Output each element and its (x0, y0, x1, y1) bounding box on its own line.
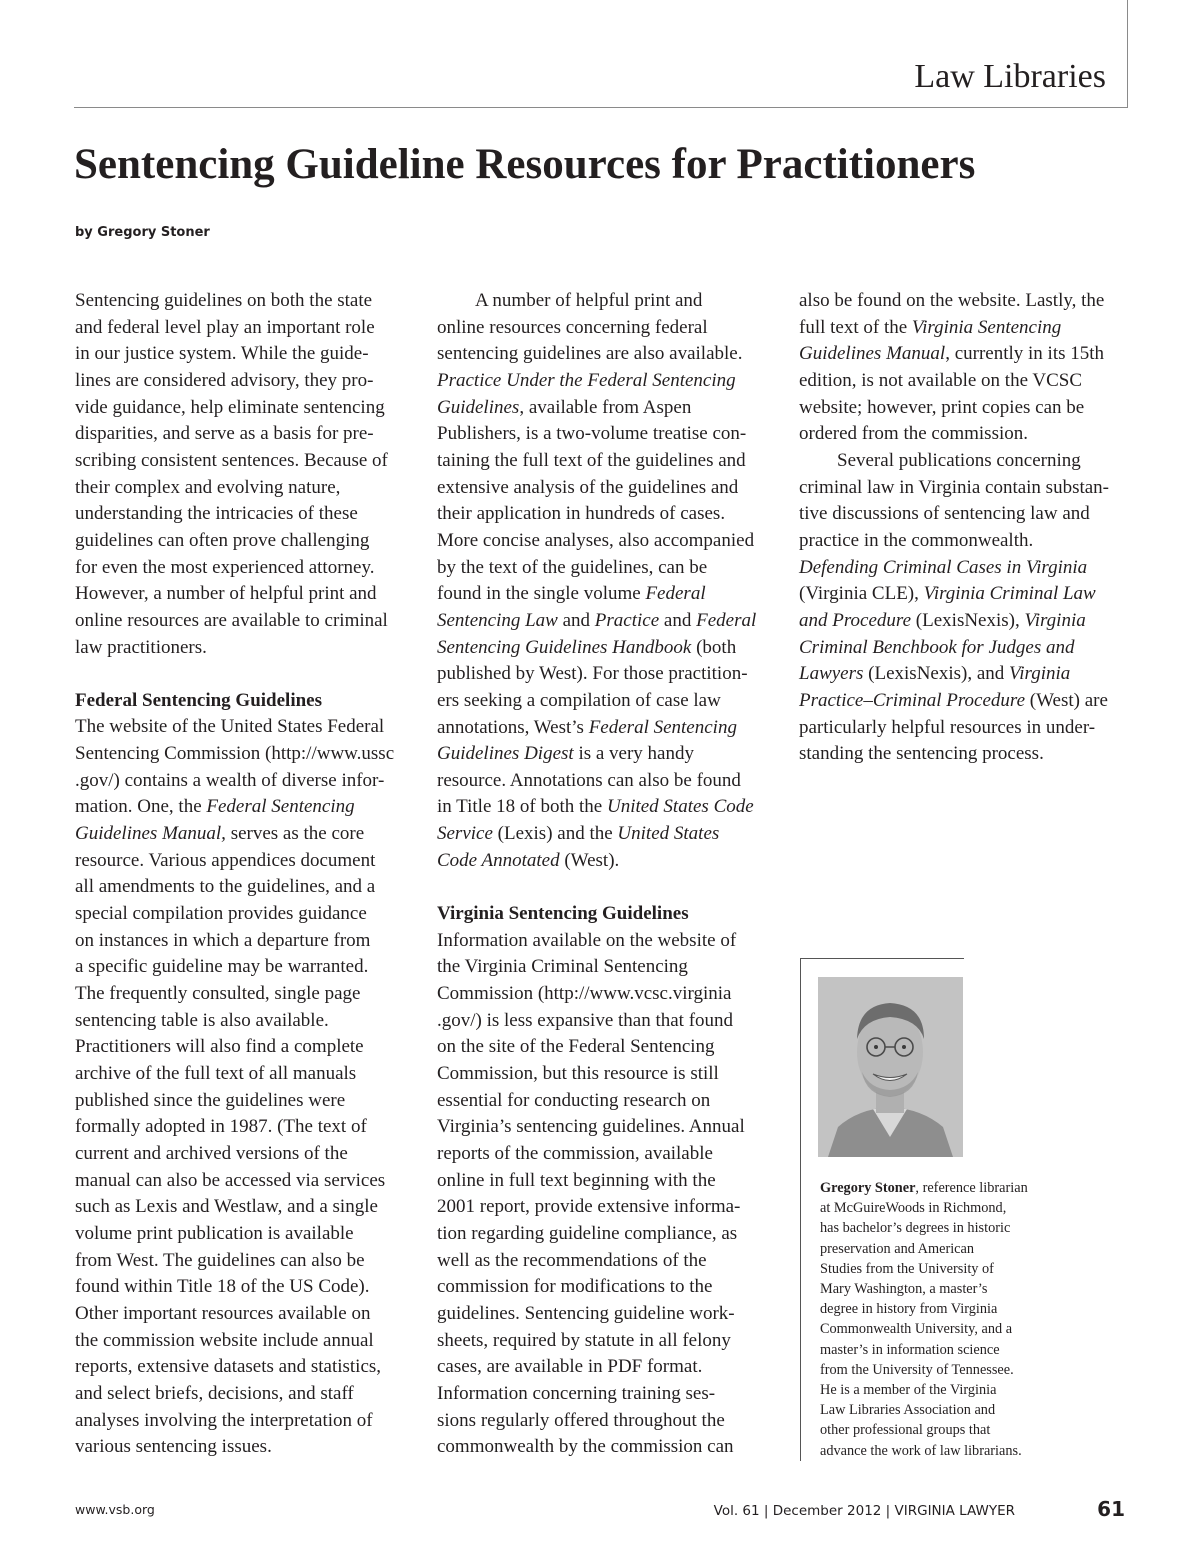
article-title: Sentencing Guideline Resources for Practitioners (74, 141, 976, 188)
intro-paragraph: Sentencing guidelines on both the state and federal level play an important role in our justice system. While the guide- lines are considered advisory, they pro- vide guidance, help eliminate sentencing disparities, and serve as a basis for pre- scribing consistent sentences. Because of their complex and evolving nature, understanding the intricacies of these guidelines can often prove challenging for even the most experienced attorney. However, a number of helpful print and online resources are available to criminal law practitioners. (75, 290, 388, 658)
federal-print-resources-paragraph: A number of helpful print and online resources concerning federal sentencing guidelines are also available. Practice Under the Federal Sentencing Guidelines, available from Aspen Publishers, is a two-volume treatise con- taining the full text of the guidelines and extensive analysis of the guidelines and their application in hundreds of cases. More concise analyses, also accompanied by the text of the guidelines, can be found in the single volume Federal Sentencing Law and Practice and Federal Sentencing Guidelines Handbook (both published by West). For those practition- ers seeking a compilation of case law annotations, West’s Federal Sentencing Guidelines Digest is a very handy resource. Annotations can also be found in Title 18 of both the United States Code Service (Lexis) and the United States Code Annotated (West). (437, 290, 757, 871)
column-3 (799, 288, 1129, 768)
author-bio: Gregory Stoner, reference librarian at McGuireWoods in Richmond, has bachelor’s degrees in historic preservation and American Studies from the University of Mary Washington, a master’s degree in history from Virginia Commonwealth University, and a master’s in information science from the University of Tennessee. He is a member of the Virginia Law Libraries Association and other professional groups that advance the work of law librarians. (820, 1180, 1028, 1459)
federal-guidelines-heading: Federal Sentencing Guidelines (75, 689, 322, 711)
byline: by Gregory Stoner (75, 225, 210, 240)
header-vertical-rule (1127, 0, 1128, 108)
page-number: 61 (1097, 1497, 1125, 1521)
virginia-guidelines-paragraph: Information available on the website of the Virginia Criminal Sentencing Commission (http://www.vcsc.virginia .gov/) is less expansive than that found on the site of the Federal Sentencing Commission, but this resource is still essential for conducting research on Virginia’s sentencing guidelines. Annual reports of the commission, available online in full text beginning with the 2001 report, provide extensive informa- tion regarding guideline compliance, as well as the recommendations of the commission for modifications to the guidelines. Sentencing guideline work- sheets, required by statute in all felony cases, are available in PDF format. Information concerning training ses- sions regularly offered throughout the commonwealth by the commission can (437, 929, 745, 1458)
footer-issue-info: Vol. 61 | December 2012 | VIRGINIA LAWYER (713, 1503, 1015, 1519)
author-photo (818, 977, 963, 1157)
column-2 (437, 288, 767, 1461)
footer-website[interactable]: www.vsb.org (75, 1502, 155, 1517)
column-1 (75, 288, 405, 1461)
author-bio-box (800, 958, 1045, 1461)
virginia-guidelines-heading: Virginia Sentencing Guidelines (437, 903, 689, 925)
publications-paragraph: Several publications concerning criminal law in Virginia contain substan- tive discussions of sentencing law and practice in the commonwealth. Defending Criminal Cases in Virginia (Virginia CLE), Virginia Criminal Law and Procedure (LexisNexis), Virginia Criminal Benchbook for Judges and Lawyers (LexisNexis), and Virginia Practice–Criminal Procedure (West) are particularly helpful resources in under- standing the sentencing process. (799, 449, 1110, 765)
federal-guidelines-paragraph: The website of the United States Federal Sentencing Commission (http://www.ussc .gov/) contains a wealth of diverse infor- mation. One, the Federal Sentencing Guidelines Manual, serves as the core resource. Various appendices document all amendments to the guidelines, and a special compilation provides guidance on instances in which a departure from a specific guideline may be warranted. The frequently consulted, single page sentencing table is also available. Practitioners will also find a complete archive of the full text of all manuals published since the guidelines were formally adopted in 1987. (The text of current and archived versions of the manual can also be accessed via services such as Lexis and Westlaw, and a single volume print publication is available from West. The guidelines can also be found within Title 18 of the US Code). Other important resources available on the commission website include annual reports, extensive datasets and statistics, and select briefs, decisions, and staff analyses involving the interpretation of various sentencing issues. (75, 716, 395, 1458)
virginia-continued-paragraph: also be found on the website. Lastly, the full text of the Virginia Sentencing Guidelines Manual, currently in its 15th edition, is not available on the VCSC website; however, print copies can be ordered from the commission. (799, 290, 1105, 445)
section-label: Law Libraries (914, 58, 1106, 95)
header-rule (74, 107, 1128, 108)
